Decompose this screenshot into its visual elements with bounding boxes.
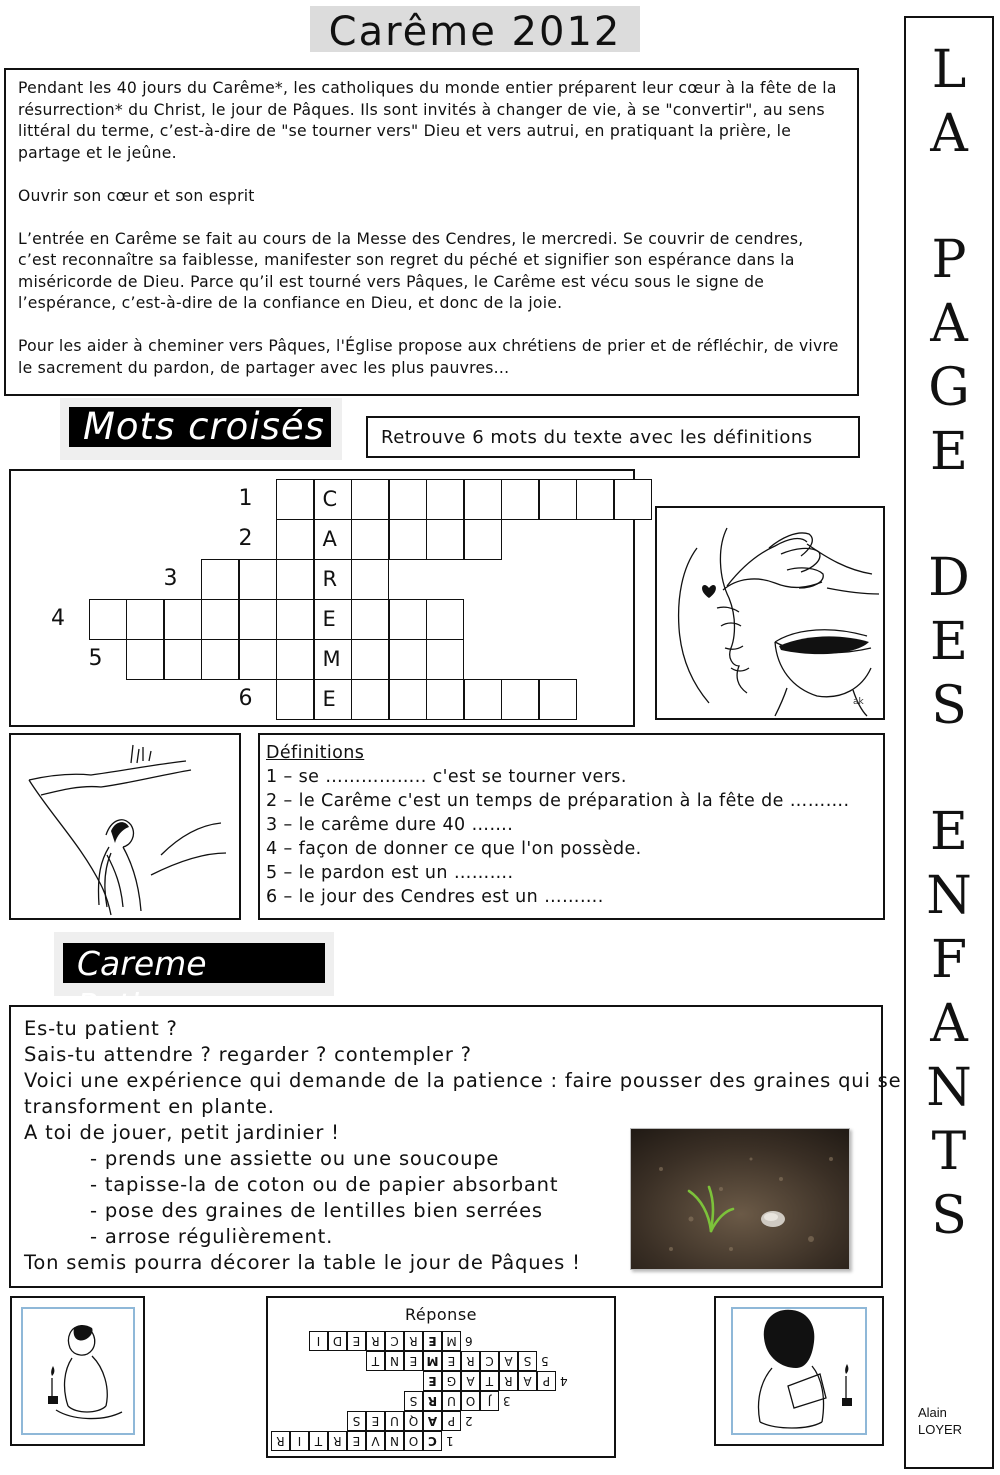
crossword-cell xyxy=(276,479,314,520)
side-title-letter: E xyxy=(930,612,968,672)
crossword-grid xyxy=(9,469,635,727)
answer-title: Réponse xyxy=(404,1305,477,1324)
crossword-cell xyxy=(426,479,464,520)
answer-row-number: 3 xyxy=(503,1394,511,1408)
crossword-cell xyxy=(201,639,239,680)
crossword-row-number: 1 xyxy=(238,486,253,511)
side-title-letter: L xyxy=(931,40,967,100)
crossword-cell xyxy=(239,599,277,640)
crossword-cell xyxy=(464,679,502,720)
child-reading-right-drawing xyxy=(714,1296,884,1446)
answer-cell: U xyxy=(442,1391,461,1411)
ashes-forehead-illustration xyxy=(657,508,883,718)
crossword-row-number: 4 xyxy=(51,606,65,631)
definitions-box xyxy=(258,733,885,920)
crossword-key-cell: E xyxy=(314,599,352,640)
crossword-cell xyxy=(351,599,389,640)
crossword-cell xyxy=(539,479,577,520)
jesus-desert-drawing xyxy=(9,733,241,920)
author-first-name: Alain xyxy=(918,1405,947,1420)
answer-cell: P xyxy=(442,1411,461,1431)
definitions-title: Définitions xyxy=(266,743,365,763)
side-title-letter: S xyxy=(931,676,967,736)
ashes-forehead-drawing xyxy=(655,506,885,720)
answer-cell: P xyxy=(537,1371,556,1391)
side-title-letter: N xyxy=(926,866,972,926)
patience-step: - pose des graines de lentilles bien serrées xyxy=(90,1199,543,1222)
crossword-header-label: Mots croisés xyxy=(69,407,331,447)
definition-item: 1 – se …………….. c'est se tourner vers. xyxy=(266,767,627,787)
crossword-header xyxy=(60,398,342,460)
definition-item: 3 – le carême dure 40 ……. xyxy=(266,815,514,835)
crossword-cell xyxy=(501,479,539,520)
definition-item: 4 – façon de donner ce que l'on possède. xyxy=(266,839,642,859)
child-praying-left-illustration xyxy=(12,1298,143,1444)
answer-cell: E xyxy=(347,1431,366,1451)
crossword-cell xyxy=(351,519,389,560)
answer-cell: U xyxy=(385,1411,404,1431)
answer-cell: R xyxy=(461,1351,480,1371)
side-title-letter: G xyxy=(928,358,970,418)
crossword-cell xyxy=(276,599,314,640)
crossword-cell xyxy=(351,639,389,680)
patience-line: Es-tu patient ? xyxy=(24,1017,178,1040)
answer-cell: N xyxy=(385,1351,404,1371)
crossword-cell xyxy=(276,639,314,680)
crossword-key-cell: R xyxy=(314,559,352,600)
definition-item: 2 – le Carême c'est un temps de préparation à la fête de ………. xyxy=(266,791,850,811)
definition-item: 5 – le pardon est un ………. xyxy=(266,863,514,883)
answer-cell: R xyxy=(271,1431,290,1451)
crossword-row-number: 5 xyxy=(88,646,103,671)
crossword-cell xyxy=(501,679,539,720)
crossword-cell xyxy=(126,599,164,640)
answer-cell: T xyxy=(480,1371,499,1391)
crossword-cell xyxy=(426,599,464,640)
patience-line: transforment en plante. xyxy=(24,1095,275,1118)
answer-cell: G xyxy=(442,1371,461,1391)
child-praying-left-drawing xyxy=(10,1296,145,1446)
intro-paragraph-1: Pendant les 40 jours du Carême*, les catholiques du monde entier préparent leur cœur à la fête de la résurrection* du Christ, le jour de Pâques. Ils sont invités à changer de vie, à se "convertir", au sens littéral du terme, c’est-à-dire de "se tourner vers" Dieu et vers autrui, en pratiquant la prière, le partage et le jeûne. xyxy=(18,79,837,162)
crossword-cell xyxy=(464,479,502,520)
answer-cell: M xyxy=(423,1351,442,1371)
crossword-cell xyxy=(426,519,464,560)
side-title-letter: F xyxy=(930,930,968,990)
author-last-name: LOYER xyxy=(918,1422,963,1437)
side-title-letter: N xyxy=(926,1058,972,1118)
patience-step: - tapisse-la de coton ou de papier absorbant xyxy=(90,1173,559,1196)
author-credit xyxy=(918,1404,962,1438)
answer-cell: S xyxy=(518,1351,537,1371)
patience-step: - prends une assiette ou une soucoupe xyxy=(90,1147,500,1170)
answer-row-number: 4 xyxy=(560,1374,568,1388)
crossword-key-cell: E xyxy=(314,679,352,720)
crossword-cell xyxy=(539,679,577,720)
answer-cell: C xyxy=(385,1331,404,1351)
answer-cell: C xyxy=(423,1431,442,1451)
crossword-key-cell: A xyxy=(314,519,352,560)
patience-closing: Ton semis pourra décorer la table le jour de Pâques ! xyxy=(24,1251,581,1274)
side-title-letter: D xyxy=(928,548,970,608)
crossword-cell xyxy=(276,559,314,600)
answer-row-number: 2 xyxy=(465,1414,473,1428)
answer-cell: O xyxy=(404,1431,423,1451)
seedling-photo xyxy=(630,1128,850,1270)
crossword-cell xyxy=(389,479,427,520)
crossword-cell xyxy=(276,679,314,720)
answer-cell: O xyxy=(461,1391,480,1411)
answer-cell: V xyxy=(366,1431,385,1451)
page-title-box xyxy=(310,6,640,55)
answer-row-number: 1 xyxy=(446,1434,454,1448)
answer-cell: E xyxy=(423,1331,442,1351)
side-title-letter: E xyxy=(930,422,968,482)
answer-cell: A xyxy=(461,1371,480,1391)
crossword-cell xyxy=(389,679,427,720)
side-title-letter: A xyxy=(930,994,968,1054)
patience-header xyxy=(54,932,334,1025)
answer-cell: S xyxy=(404,1391,423,1411)
answer-row-number: 5 xyxy=(541,1354,549,1368)
answer-cell: E xyxy=(347,1331,366,1351)
answer-cell: E xyxy=(423,1371,442,1391)
crossword-cell xyxy=(89,599,127,640)
side-title-letter: E xyxy=(930,802,968,862)
answer-cell: R xyxy=(366,1331,385,1351)
crossword-cell xyxy=(239,559,277,600)
answer-cell: T xyxy=(309,1431,328,1451)
side-title-letter: A xyxy=(930,104,968,164)
answer-cell: M xyxy=(442,1331,461,1351)
definition-item: 6 – le jour des Cendres est un ………. xyxy=(266,887,604,907)
crossword-cell xyxy=(164,599,202,640)
crossword-key-cell: M xyxy=(314,639,352,680)
child-reading-right-illustration xyxy=(716,1298,882,1444)
crossword-cell xyxy=(126,639,164,680)
crossword-cell xyxy=(351,679,389,720)
crossword-instruction: Retrouve 6 mots du texte avec les définitions xyxy=(366,416,860,458)
answer-cell: R xyxy=(328,1431,347,1451)
crossword-cell xyxy=(464,519,502,560)
crossword-cell xyxy=(239,639,277,680)
answer-cell: I xyxy=(290,1431,309,1451)
crossword-key-cell: C xyxy=(314,479,352,520)
answer-cell: A xyxy=(499,1351,518,1371)
patience-line: A toi de jouer, petit jardinier ! xyxy=(24,1121,340,1144)
answer-row-number: 6 xyxy=(465,1334,473,1348)
answer-cell: S xyxy=(347,1411,366,1431)
intro-text-box xyxy=(4,68,859,396)
crossword-cell xyxy=(389,639,427,680)
crossword-cell xyxy=(351,479,389,520)
answer-cell: R xyxy=(423,1391,442,1411)
side-title-letter: P xyxy=(931,230,967,290)
side-title-column xyxy=(904,16,994,1469)
svg-text:ak: ak xyxy=(853,697,864,707)
crossword-cell xyxy=(389,599,427,640)
jesus-desert-illustration xyxy=(11,735,239,918)
answer-cell: D xyxy=(328,1331,347,1351)
answer-cell: A xyxy=(518,1371,537,1391)
crossword-cell xyxy=(426,639,464,680)
answer-cell: N xyxy=(385,1431,404,1451)
patience-line: Voici une expérience qui demande de la patience : faire pousser des graines qui se xyxy=(24,1069,902,1092)
crossword-cell xyxy=(351,559,389,600)
page-title: Carême 2012 xyxy=(328,9,622,55)
patience-header-label: Careme Patience xyxy=(63,943,325,983)
side-title-letter: T xyxy=(931,1122,967,1182)
answer-cell: I xyxy=(309,1331,328,1351)
answer-cell: R xyxy=(499,1371,518,1391)
side-title-letter: A xyxy=(930,294,968,354)
crossword-cell xyxy=(389,519,427,560)
crossword-row-number: 3 xyxy=(163,566,178,591)
crossword-cell xyxy=(276,519,314,560)
crossword-cell xyxy=(614,479,652,520)
answer-cell: E xyxy=(442,1351,461,1371)
answer-cell: R xyxy=(404,1331,423,1351)
side-title-letter: S xyxy=(931,1186,967,1246)
intro-paragraph-3: L’entrée en Carême se fait au cours de la Messe des Cendres, le mercredi. Se couvrir de cendres, c’est reconnaître sa faiblesse, manifester son regret du péché et signifier son espérance dans la miséricorde de Dieu. Parce qu’il est tourné vers Pâques, le Carême est vécu sous le signe de l’espérance, c’est-à-dire de la confiance en Dieu, et donc de la joie. xyxy=(18,229,804,312)
crossword-cell xyxy=(201,559,239,600)
patience-step: - arrose régulièrement. xyxy=(90,1225,334,1248)
answer-cell: C xyxy=(480,1351,499,1371)
crossword-cell xyxy=(201,599,239,640)
patience-line: Sais-tu attendre ? regarder ? contempler ? xyxy=(24,1043,472,1066)
answer-cell: A xyxy=(423,1411,442,1431)
crossword-cell xyxy=(426,679,464,720)
crossword-cell xyxy=(576,479,614,520)
answer-cell: Q xyxy=(404,1411,423,1431)
intro-paragraph-2: Ouvrir son cœur et son esprit xyxy=(18,186,255,205)
answer-box xyxy=(266,1296,616,1458)
answer-cell: E xyxy=(404,1351,423,1371)
answer-cell: J xyxy=(480,1391,499,1411)
crossword-row-number: 2 xyxy=(238,526,253,551)
answer-cell: T xyxy=(366,1351,385,1371)
answer-cell: E xyxy=(366,1411,385,1431)
intro-paragraph-4: Pour les aider à cheminer vers Pâques, l'Église propose aux chrétiens de prier et de réfléchir, de vivre le sacrement du pardon, de partager avec les plus pauvres... xyxy=(18,337,839,377)
seedling-photo-image xyxy=(631,1129,850,1270)
crossword-cell xyxy=(164,639,202,680)
crossword-row-number: 6 xyxy=(238,686,253,711)
side-title-letters xyxy=(906,18,992,1467)
